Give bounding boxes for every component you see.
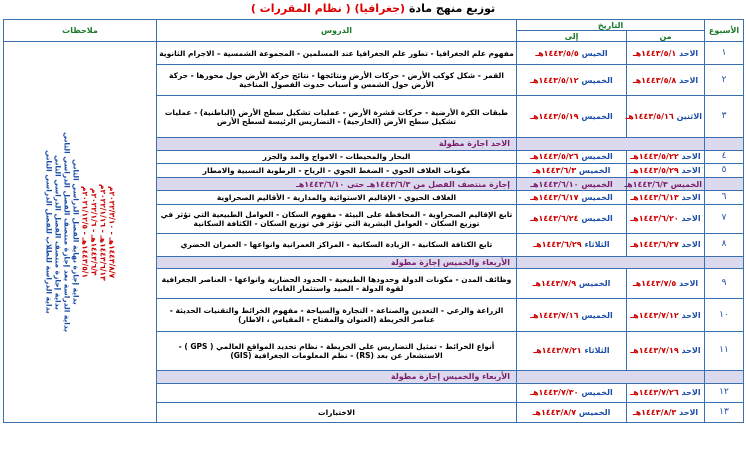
band-text: الأربعاء والخميس إجازة مطولة bbox=[157, 370, 517, 383]
page-title bbox=[0, 2, 746, 15]
week-row bbox=[4, 42, 744, 65]
from-date-cell bbox=[627, 269, 705, 299]
to-date: ١٤٤٣/٥/١٢هـ bbox=[530, 75, 579, 85]
to-date: ١٤٤٣/٧/٣٠هـ bbox=[530, 388, 579, 398]
from-day: الاحد bbox=[681, 346, 701, 356]
to-date: ١٤٤٣/٦/٢٤هـ bbox=[530, 214, 579, 224]
from-date: ١٤٤٣/٧/٢٦هـ bbox=[630, 388, 679, 398]
week-number: ٩ bbox=[705, 269, 744, 299]
from-day: الاحد bbox=[681, 152, 701, 162]
to-date: ١٤٤٣/٧/١٦هـ bbox=[530, 310, 579, 320]
from-date-cell bbox=[627, 403, 705, 423]
to-date-cell bbox=[517, 164, 627, 178]
from-date-cell bbox=[627, 190, 705, 204]
to-day: الثلاثاء bbox=[584, 346, 610, 356]
band-week-cell bbox=[705, 256, 744, 269]
band-empty bbox=[517, 137, 705, 150]
lessons-cell: الغلاف الحيوي - الإقاليم الاستوائية والمدارية - الأقاليم الصحراوية bbox=[157, 190, 517, 204]
to-date: ١٤٤٣/٨/٧هـ bbox=[532, 408, 577, 418]
to-date-cell bbox=[517, 299, 627, 331]
from-date: ١٤٤٣/٦/١٣هـ bbox=[630, 192, 679, 202]
to-day: الخميس bbox=[581, 214, 613, 224]
band-text: الاحد اجازة مطولة bbox=[157, 137, 517, 150]
to-date: ١٤٤٣/٥/٢٦هـ bbox=[530, 152, 579, 162]
to-date-cell bbox=[517, 96, 627, 138]
to-date: ١٤٤٣/٦/١٧هـ bbox=[530, 192, 579, 202]
from-date-cell bbox=[627, 42, 705, 65]
lessons-cell: وظائف المدن - مكونات الدولة وحدودها الطبيعية - الحدود الحضارية وانواعها - العناصر الجغرافية لقوة الدولة - الصيد واستثمار الغابات bbox=[157, 269, 517, 299]
lessons-cell: مفهوم علم الجغرافيا - تطور علم الجغرافيا عند المسلمين - المجموعة الشمسية – الاجرام الثانوية bbox=[157, 42, 517, 65]
header-week: الأسبوع bbox=[705, 20, 744, 42]
from-date-cell bbox=[627, 150, 705, 164]
notes-cell bbox=[4, 42, 157, 423]
header-from: من bbox=[627, 31, 705, 42]
from-date: ١٤٤٣/٧/١٢هـ bbox=[630, 310, 679, 320]
week-number: ٧ bbox=[705, 204, 744, 233]
from-date: ١٤٤٣/٦/٢٧هـ bbox=[630, 240, 679, 250]
from-day: الاحد bbox=[681, 214, 701, 224]
band-text: إجازة منتصف الفصل من ١٤٤٣/٦/٣هـ حتى ١٤٤٣/٦/١٠هـ bbox=[157, 178, 517, 191]
band-from: الخميس ١٤٤٣/٦/٣هـ bbox=[627, 178, 705, 191]
lessons-cell: القمر - شكل كوكب الأرض - حركات الأرض ونتائجها - نتائج حركة الأرض حول محورها - حركة الأرض حول الشمس و أسباب حدوث الفصول المناخية bbox=[157, 65, 517, 96]
week-number: ٣ bbox=[705, 96, 744, 138]
to-day: الخميس bbox=[581, 75, 613, 85]
to-date-cell bbox=[517, 233, 627, 256]
to-day: الخميس bbox=[578, 166, 611, 176]
lessons-cell: تابع الإقاليم الصحراوية - المحافظة على البيئة - مفهوم السكان - العوامل الطبيعية التي تؤثر في توزيع السكان - العوامل البشرية التي تؤثر في توزيع السكان - الكثافة السكانية bbox=[157, 204, 517, 233]
title-subject: (جغرافيا) bbox=[354, 2, 406, 15]
to-day: الخميس bbox=[581, 310, 613, 320]
lessons-cell: تابع الكثافة السكانية - الزيادة السكانية - المراكز العمرانية وانواعها - العمران الحضري bbox=[157, 233, 517, 256]
from-date-cell bbox=[627, 331, 705, 370]
to-date: ١٤٤٣/٧/٩هـ bbox=[532, 279, 577, 289]
from-day: الاحد bbox=[681, 388, 701, 398]
from-day: الاحد bbox=[681, 310, 701, 320]
from-day: الاحد bbox=[681, 240, 701, 250]
note-line: بداية الدراسة بعد إجازة منتصف الفصل الدراسي الثاني bbox=[62, 131, 72, 332]
from-date: ١٤٤٣/٥/٢٩هـ bbox=[630, 166, 679, 176]
from-day: الاحد bbox=[681, 166, 701, 176]
note-line: بداية الدراسة للطلاب للفصل الدراسي الثاني bbox=[44, 150, 54, 314]
to-date: ١٤٤٣/٧/٢١هـ bbox=[533, 346, 582, 356]
from-date: ١٤٤٣/٥/١٦هـ bbox=[625, 112, 674, 122]
from-date-cell bbox=[627, 233, 705, 256]
title-main: توزيع منهج مادة bbox=[408, 2, 496, 15]
week-number: ١٠ bbox=[705, 299, 744, 331]
to-day: الخميس bbox=[581, 388, 613, 398]
band-empty bbox=[517, 370, 705, 383]
note-date-line: ١٤٤٣/٦/١٣هـ - ٢٠٢٢/١/١٦م bbox=[98, 183, 108, 281]
to-date-cell bbox=[517, 65, 627, 96]
to-date: ١٤٤٣/٥/١٩هـ bbox=[530, 112, 579, 122]
note-date-line: ١٤٤٣/٨/٧هـ - ٢٠٢٢/٣/١٠م bbox=[107, 185, 117, 279]
header-to: إلى bbox=[517, 31, 627, 42]
to-date-cell bbox=[517, 42, 627, 65]
to-date-cell bbox=[517, 150, 627, 164]
lessons-cell: مكونات الغلاف الجوي - الضغط الجوي - الرياح - الرطوبة النسبية والامطار bbox=[157, 164, 517, 178]
week-number: ٢ bbox=[705, 65, 744, 96]
to-date: ١٤٤٣/٦/٢٩هـ bbox=[533, 240, 582, 250]
week-number: ٤ bbox=[705, 150, 744, 164]
to-day: الخميس bbox=[581, 192, 613, 202]
from-day: الاحد bbox=[679, 279, 699, 289]
note-date-line: ١٤٤٣/٦/٣هـ - ٢٠٢٢/١/٦م bbox=[89, 188, 99, 276]
note-date-line: ١٤٤٣/٥/١هـ - ٢٠٢١/١٢/٥م bbox=[80, 185, 90, 279]
to-date-cell bbox=[517, 190, 627, 204]
from-day: الاحد bbox=[679, 48, 699, 58]
to-date-cell bbox=[517, 331, 627, 370]
band-empty bbox=[517, 256, 705, 269]
to-date-cell bbox=[517, 204, 627, 233]
from-date-cell bbox=[627, 65, 705, 96]
header-date: التاريخ bbox=[517, 20, 705, 31]
note-line: بداية إجازة نهاية الفصل الدراسي الثاني bbox=[71, 159, 81, 305]
to-date-cell bbox=[517, 269, 627, 299]
to-day: الثلاثاء bbox=[584, 240, 610, 250]
week-number: ١١ bbox=[705, 331, 744, 370]
to-date-cell bbox=[517, 383, 627, 403]
from-date: ١٤٤٣/٥/٨هـ bbox=[632, 75, 677, 85]
from-date: ١٤٤٣/٧/٥هـ bbox=[632, 279, 677, 289]
to-day: الخميس bbox=[581, 112, 613, 122]
week-number: ٥ bbox=[705, 164, 744, 178]
band-text: الأربعاء والخميس إجازة مطولة bbox=[157, 256, 517, 269]
from-date-cell bbox=[627, 96, 705, 138]
lessons-cell: الزراعة والرعي - التعدين والصناعة - التجارة والسياحة - مفهوم الخرائط والتقنيات الحديثة - عناصر الخريطة (العنوان والمفتاح - المقياس ، الاطار) bbox=[157, 299, 517, 331]
from-date: ١٤٤٣/٥/١هـ bbox=[632, 48, 677, 58]
week-number: ٦ bbox=[705, 190, 744, 204]
notes-box bbox=[4, 42, 156, 422]
to-day: الخميس bbox=[581, 152, 613, 162]
from-date-cell bbox=[627, 204, 705, 233]
to-day: الخيس bbox=[581, 48, 608, 58]
to-date-cell bbox=[517, 403, 627, 423]
title-system: ( نظام المقررات ) bbox=[250, 2, 351, 15]
week-number: ٨ bbox=[705, 233, 744, 256]
band-week-cell bbox=[705, 178, 744, 191]
to-date: ١٤٤٣/٥/٥هـ bbox=[535, 48, 579, 58]
to-day: الخميس bbox=[578, 408, 611, 418]
header-lessons: الدروس bbox=[157, 20, 517, 42]
from-date: ١٤٤٣/٥/٢٢هـ bbox=[630, 152, 679, 162]
from-date: ١٤٤٣/٧/١٩هـ bbox=[630, 346, 679, 356]
week-number: ١٢ bbox=[705, 383, 744, 403]
from-date: ١٤٤٣/٦/٢٠هـ bbox=[630, 214, 679, 224]
from-date: ١٤٤٣/٨/٣هـ bbox=[632, 408, 677, 418]
lessons-cell: الاختبارات bbox=[157, 403, 517, 423]
from-date-cell bbox=[627, 164, 705, 178]
curriculum-table bbox=[3, 19, 744, 423]
header-notes: ملاحظات bbox=[4, 20, 157, 42]
lessons-cell bbox=[157, 383, 517, 403]
band-week-cell bbox=[705, 137, 744, 150]
from-day: الاحد bbox=[681, 192, 701, 202]
from-date-cell bbox=[627, 383, 705, 403]
from-day: الاثنين bbox=[676, 112, 703, 122]
week-number: ١٣ bbox=[705, 403, 744, 423]
lessons-cell: طبقات الكرة الأرضية - حركات قشرة الأرض - عمليات تشكيل سطح الأرض (الباطنية) - عمليات تشكيل سطح الأرض (الخارجية) - التضاريس الرئيسة لسطح الأرض bbox=[157, 96, 517, 138]
from-day: الاحد bbox=[679, 408, 699, 418]
note-line: بداية إجازة منتصف الفصل الدراسي الثاني bbox=[53, 154, 63, 310]
week-number: ١ bbox=[705, 42, 744, 65]
lessons-cell: أنواع الخرائط - تمثيل التضاريس على الخريطة - نظام تحديد المواقع العالمي ( GPS ) - الاستشعار عن بعد (RS) - نظم المعلومات الجغرافية (GIS) bbox=[157, 331, 517, 370]
from-date-cell bbox=[627, 299, 705, 331]
band-to: الخميس ١٤٤٣/٦/١٠هـ bbox=[517, 178, 627, 191]
band-week-cell bbox=[705, 370, 744, 383]
to-day: الخميس bbox=[578, 279, 611, 289]
from-day: الاحد bbox=[679, 75, 699, 85]
lessons-cell: البحار والمحيطات - الامواج والمد والجزر bbox=[157, 150, 517, 164]
to-date: ١٤٤٣/٦/٣هـ bbox=[532, 166, 577, 176]
